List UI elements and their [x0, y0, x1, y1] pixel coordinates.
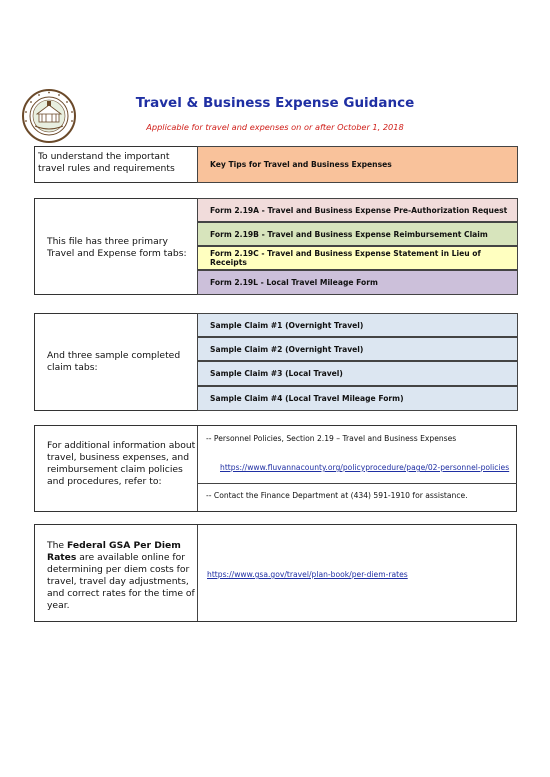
forms-section	[34, 198, 517, 295]
info-divider-horizontal	[197, 483, 517, 484]
page-title: Travel & Business Expense Guidance	[135, 95, 415, 111]
info-section	[34, 425, 517, 512]
samples-section	[34, 313, 517, 411]
samples-label: And three sample completed claim tabs:	[47, 350, 181, 373]
tab-form-2-19a[interactable]: Form 2.19A - Travel and Business Expense Pre-Authorization Request	[197, 198, 518, 222]
tab-sample-claim-4[interactable]: Sample Claim #4 (Local Travel Mileage Form)	[197, 386, 518, 411]
tips-cell[interactable]: Key Tips for Travel and Business Expenses	[197, 146, 518, 183]
info-label: For additional information about travel, business expenses, and reimbursement claim policies and procedures, refer to:	[47, 440, 196, 487]
gsa-label-rest: are available online for determining per diem costs for travel, travel day adjustments, and correct rates for the time of year.	[47, 552, 195, 611]
tab-form-2-19c[interactable]: Form 2.19C - Travel and Business Expense Statement in Lieu of Receipts	[197, 246, 518, 270]
gsa-divider-vertical	[197, 525, 198, 621]
page-subtitle: Applicable for travel and expenses on or after October 1, 2018	[146, 122, 404, 132]
gsa-per-diem-link[interactable]: https://www.gsa.gov/travel/plan-book/per-diem-rates	[207, 570, 408, 579]
tab-form-2-19l[interactable]: Form 2.19L - Local Travel Mileage Form	[197, 270, 518, 295]
tab-form-2-19b[interactable]: Form 2.19B - Travel and Business Expense Reimbursement Claim	[197, 222, 518, 246]
gsa-section	[34, 524, 517, 622]
gsa-label	[47, 540, 202, 612]
forms-label: This file has three primary Travel and Expense form tabs:	[47, 236, 187, 259]
tips-section	[34, 146, 517, 183]
policy-link[interactable]: https://www.fluvannacounty.org/policyprocedure/page/02-personnel-policies	[220, 463, 510, 472]
gsa-label-prefix: The	[47, 540, 68, 551]
tab-sample-claim-1[interactable]: Sample Claim #1 (Overnight Travel)	[197, 313, 518, 337]
contact-text: -- Contact the Finance Department at (434) 591-1910 for assistance.	[206, 491, 468, 500]
county-seal-icon	[21, 88, 77, 144]
info-divider-vertical	[197, 426, 198, 511]
tips-label: To understand the important travel rules and requirements	[38, 151, 175, 174]
gsa-label-bold: Federal GSA Per Diem Rates	[47, 540, 181, 563]
tab-sample-claim-2[interactable]: Sample Claim #2 (Overnight Travel)	[197, 337, 518, 361]
policy-text: -- Personnel Policies, Section 2.19 – Travel and Business Expenses	[206, 434, 457, 443]
tab-sample-claim-3[interactable]: Sample Claim #3 (Local Travel)	[197, 361, 518, 386]
